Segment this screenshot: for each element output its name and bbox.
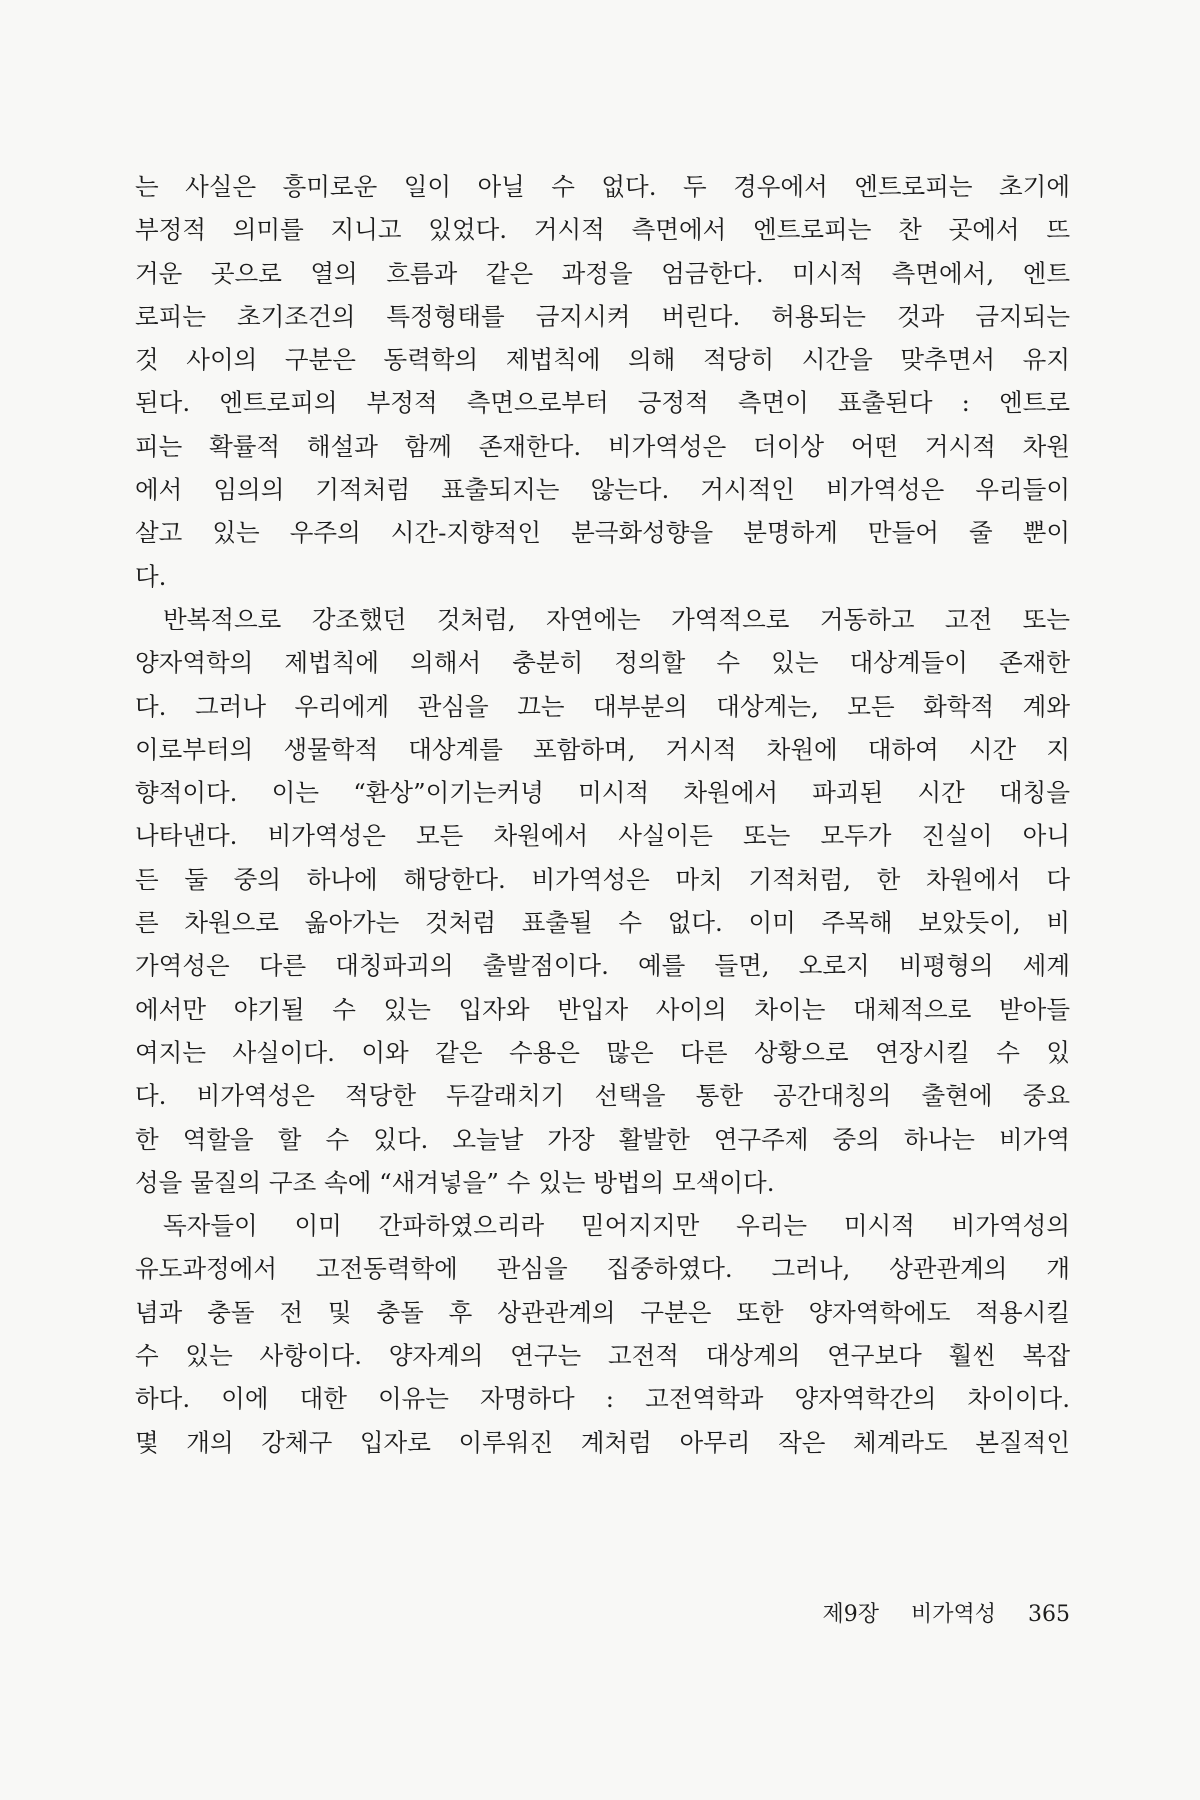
text-line: 여지는 사실이다. 이와 같은 수용은 많은 다른 상황으로 연장시킬 수 있 [135, 1037, 1070, 1067]
running-footer [735, 1597, 1070, 1628]
text-line: 살고 있는 우주의 시간-지향적인 분극화성향을 분명하게 만들어 줄 뿐이 [135, 518, 1070, 548]
text-line: 이로부터의 생물학적 대상계를 포함하며, 거시적 차원에 대하여 시간 지 [135, 734, 1070, 764]
text-line: 유도과정에서 고전동력학에 관심을 집중하였다. 그러나, 상관관계의 개 [135, 1254, 1070, 1284]
text-line: 피는 확률적 해설과 함께 존재한다. 비가역성은 더이상 어떤 거시적 차원 [135, 431, 1070, 461]
text-line: 나타낸다. 비가역성은 모든 차원에서 사실이든 또는 모두가 진실이 아니 [135, 821, 1070, 851]
footer-chapter-title: 비가역성 [910, 1602, 996, 1627]
text-line: 것 사이의 구분은 동력학의 제법칙에 의해 적당히 시간을 맞추면서 유지 [135, 345, 1070, 375]
text-line: 른 차원으로 옮아가는 것처럼 표출될 수 없다. 이미 주목해 보았듯이, 비 [135, 908, 1070, 938]
text-line: 든 둘 중의 하나에 해당한다. 비가역성은 마치 기적처럼, 한 차원에서 다 [135, 864, 1070, 894]
text-line: 양자역학의 제법칙에 의해서 충분히 정의할 수 있는 대상계들이 존재한 [135, 648, 1070, 678]
text-line: 다. 그러나 우리에게 관심을 끄는 대부분의 대상계는, 모든 화학적 계와 [135, 691, 1070, 721]
text-line: 다. 비가역성은 적당한 두갈래치기 선택을 통한 공간대칭의 출현에 중요 [135, 1081, 1070, 1111]
text-line: 거운 곳으로 열의 흐름과 같은 과정을 엄금한다. 미시적 측면에서, 엔트 [135, 258, 1070, 288]
text-line: 된다. 엔트로피의 부정적 측면으로부터 긍정적 측면이 표출된다 : 엔트로 [135, 388, 1070, 418]
text-line: 성을 물질의 구조 속에 “새겨넣을” 수 있는 방법의 모색이다. [135, 1167, 775, 1197]
text-line: 몇 개의 강체구 입자로 이루워진 계처럼 아무리 작은 체계라도 본질적인 [135, 1427, 1070, 1457]
text-line: 부정적 의미를 지니고 있었다. 거시적 측면에서 엔트로피는 찬 곳에서 뜨 [135, 215, 1070, 245]
text-line: 수 있는 사항이다. 양자계의 연구는 고전적 대상계의 연구보다 훨씬 복잡 [135, 1341, 1070, 1371]
text-line: 념과 충돌 전 및 충돌 후 상관관계의 구분은 또한 양자역학에도 적용시킬 [135, 1297, 1070, 1327]
text-line: 에서 임의의 기적처럼 표출되지는 않는다. 거시적인 비가역성은 우리들이 [135, 475, 1070, 505]
text-line: 하다. 이에 대한 이유는 자명하다 : 고전역학과 양자역학간의 차이이다. [135, 1384, 1070, 1414]
text-line: 한 역할을 할 수 있다. 오늘날 가장 활발한 연구주제 중의 하나는 비가역 [135, 1124, 1070, 1154]
text-line: 가역성은 다른 대칭파괴의 출발점이다. 예를 들면, 오로지 비평형의 세계 [135, 951, 1070, 981]
text-line: 에서만 야기될 수 있는 입자와 반입자 사이의 차이는 대체적으로 받아들 [135, 994, 1070, 1024]
text-line: 다. [135, 561, 167, 591]
body-text [135, 165, 1070, 1464]
paragraph-start-line: 독자들이 이미 간파하였으리라 믿어지지만 우리는 미시적 비가역성의 [163, 1211, 1070, 1241]
text-line: 는 사실은 흥미로운 일이 아닐 수 없다. 두 경우에서 엔트로피는 초기에 [135, 172, 1070, 201]
paragraph-start-line: 반복적으로 강조했던 것처럼, 자연에는 가역적으로 거동하고 고전 또는 [163, 604, 1070, 634]
footer-chapter: 제9장 [822, 1602, 879, 1627]
page-number: 365 [1028, 1602, 1070, 1627]
text-line: 향적이다. 이는 “환상”이기는커녕 미시적 차원에서 파괴된 시간 대칭을 [135, 778, 1070, 808]
text-line: 로피는 초기조건의 특정형태를 금지시켜 버린다. 허용되는 것과 금지되는 [135, 301, 1070, 331]
